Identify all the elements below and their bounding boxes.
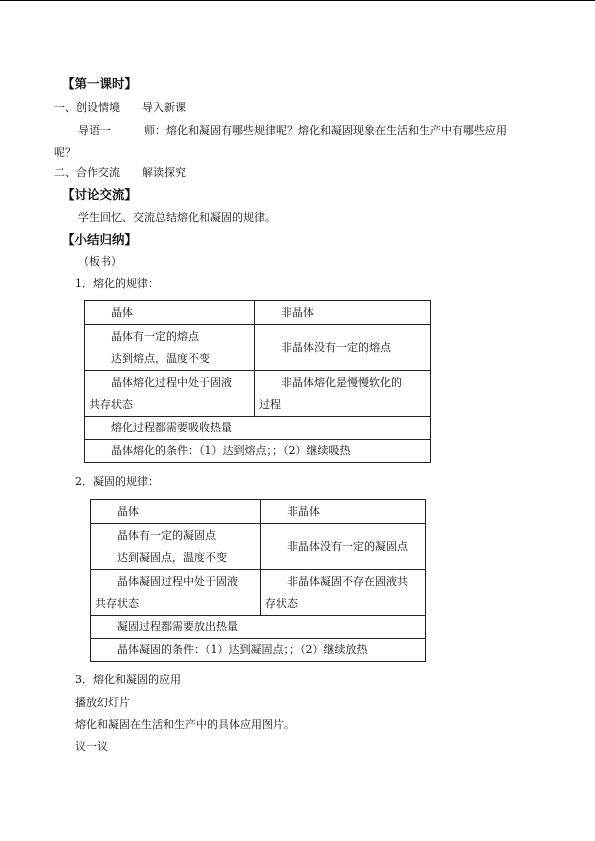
- table-row: [91, 524, 426, 570]
- table-cell: [255, 371, 431, 417]
- table-cell: 非晶体: [261, 500, 426, 524]
- table-cell: 晶体: [91, 500, 261, 524]
- table-cell: [91, 570, 261, 616]
- cell-line: 过程: [259, 397, 281, 411]
- table-row: [91, 616, 426, 639]
- table-row: [85, 301, 431, 325]
- table-cell: [85, 371, 255, 417]
- heading-summary: 【小结归纳】: [62, 232, 138, 247]
- melting-rules-title: 1．熔化的规律：: [75, 277, 159, 290]
- page-top-border: [0, 0, 595, 1]
- cell-line: 存状态: [265, 596, 298, 610]
- heading-first-lesson: 【第一课时】: [62, 76, 138, 91]
- intro-paragraph-line2: 呢？: [54, 146, 76, 159]
- table-row: [85, 417, 431, 440]
- cell-line: 晶体凝固过程中处于固液: [117, 574, 238, 588]
- heading-discussion: 【讨论交流】: [62, 187, 138, 202]
- table-row: [91, 570, 426, 616]
- cell-line: 共存状态: [89, 397, 133, 411]
- board-note: （板书）: [78, 255, 122, 268]
- table-cell: 晶体凝固的条件：（1）达到凝固点；；（2）继续放热: [91, 639, 426, 662]
- cell-line: 非晶体凝固不存在固液共: [287, 574, 408, 588]
- cell-line: 晶体有一定的凝固点: [117, 528, 216, 542]
- section-create-scenario: 一、创设情境 导入新课: [54, 101, 186, 114]
- melting-rules-table: [84, 300, 431, 463]
- table-cell: 非晶体没有一定的凝固点: [261, 524, 426, 570]
- table-cell: 晶体熔化的条件：（1）达到熔点；；（2）继续吸热: [85, 440, 431, 463]
- table-row: [91, 639, 426, 662]
- table-cell: 非晶体没有一定的熔点: [255, 325, 431, 371]
- section-cooperation: 二、合作交流 解读探究: [54, 166, 186, 179]
- solidification-rules-title: 2．凝固的规律：: [75, 475, 159, 488]
- cell-line: 晶体熔化过程中处于固液: [111, 375, 232, 389]
- table-row: [85, 371, 431, 417]
- table-row: [91, 500, 426, 524]
- discussion-text: 学生回忆、交流总结熔化和凝固的规律。: [78, 211, 276, 224]
- table-row: [85, 325, 431, 371]
- application-title: 3．熔化和凝固的应用: [75, 673, 181, 686]
- table-cell: [85, 325, 255, 371]
- cell-line: 共存状态: [95, 596, 139, 610]
- table-cell: 熔化过程都需要吸收热量: [85, 417, 431, 440]
- solidification-rules-table: [90, 499, 426, 662]
- table-cell: [261, 570, 426, 616]
- table-cell: [91, 524, 261, 570]
- cell-line: 达到熔点，温度不变: [111, 351, 210, 365]
- cell-line: 达到凝固点，温度不变: [117, 550, 227, 564]
- discuss-prompt: 议一议: [75, 740, 108, 753]
- cell-line: 晶体有一定的熔点: [111, 329, 199, 343]
- table-cell: 非晶体: [255, 301, 431, 325]
- cell-line: 非晶体熔化是慢慢软化的: [281, 375, 402, 389]
- application-text: 熔化和凝固在生活和生产中的具体应用图片。: [75, 718, 295, 731]
- intro-paragraph-line1: 导语一 师：熔化和凝固有哪些规律呢？熔化和凝固现象在生活和生产中有哪些应用: [78, 124, 507, 137]
- table-cell: 晶体: [85, 301, 255, 325]
- table-row: [85, 440, 431, 463]
- table-cell: 凝固过程都需要放出热量: [91, 616, 426, 639]
- play-slides: 播放幻灯片: [75, 696, 130, 709]
